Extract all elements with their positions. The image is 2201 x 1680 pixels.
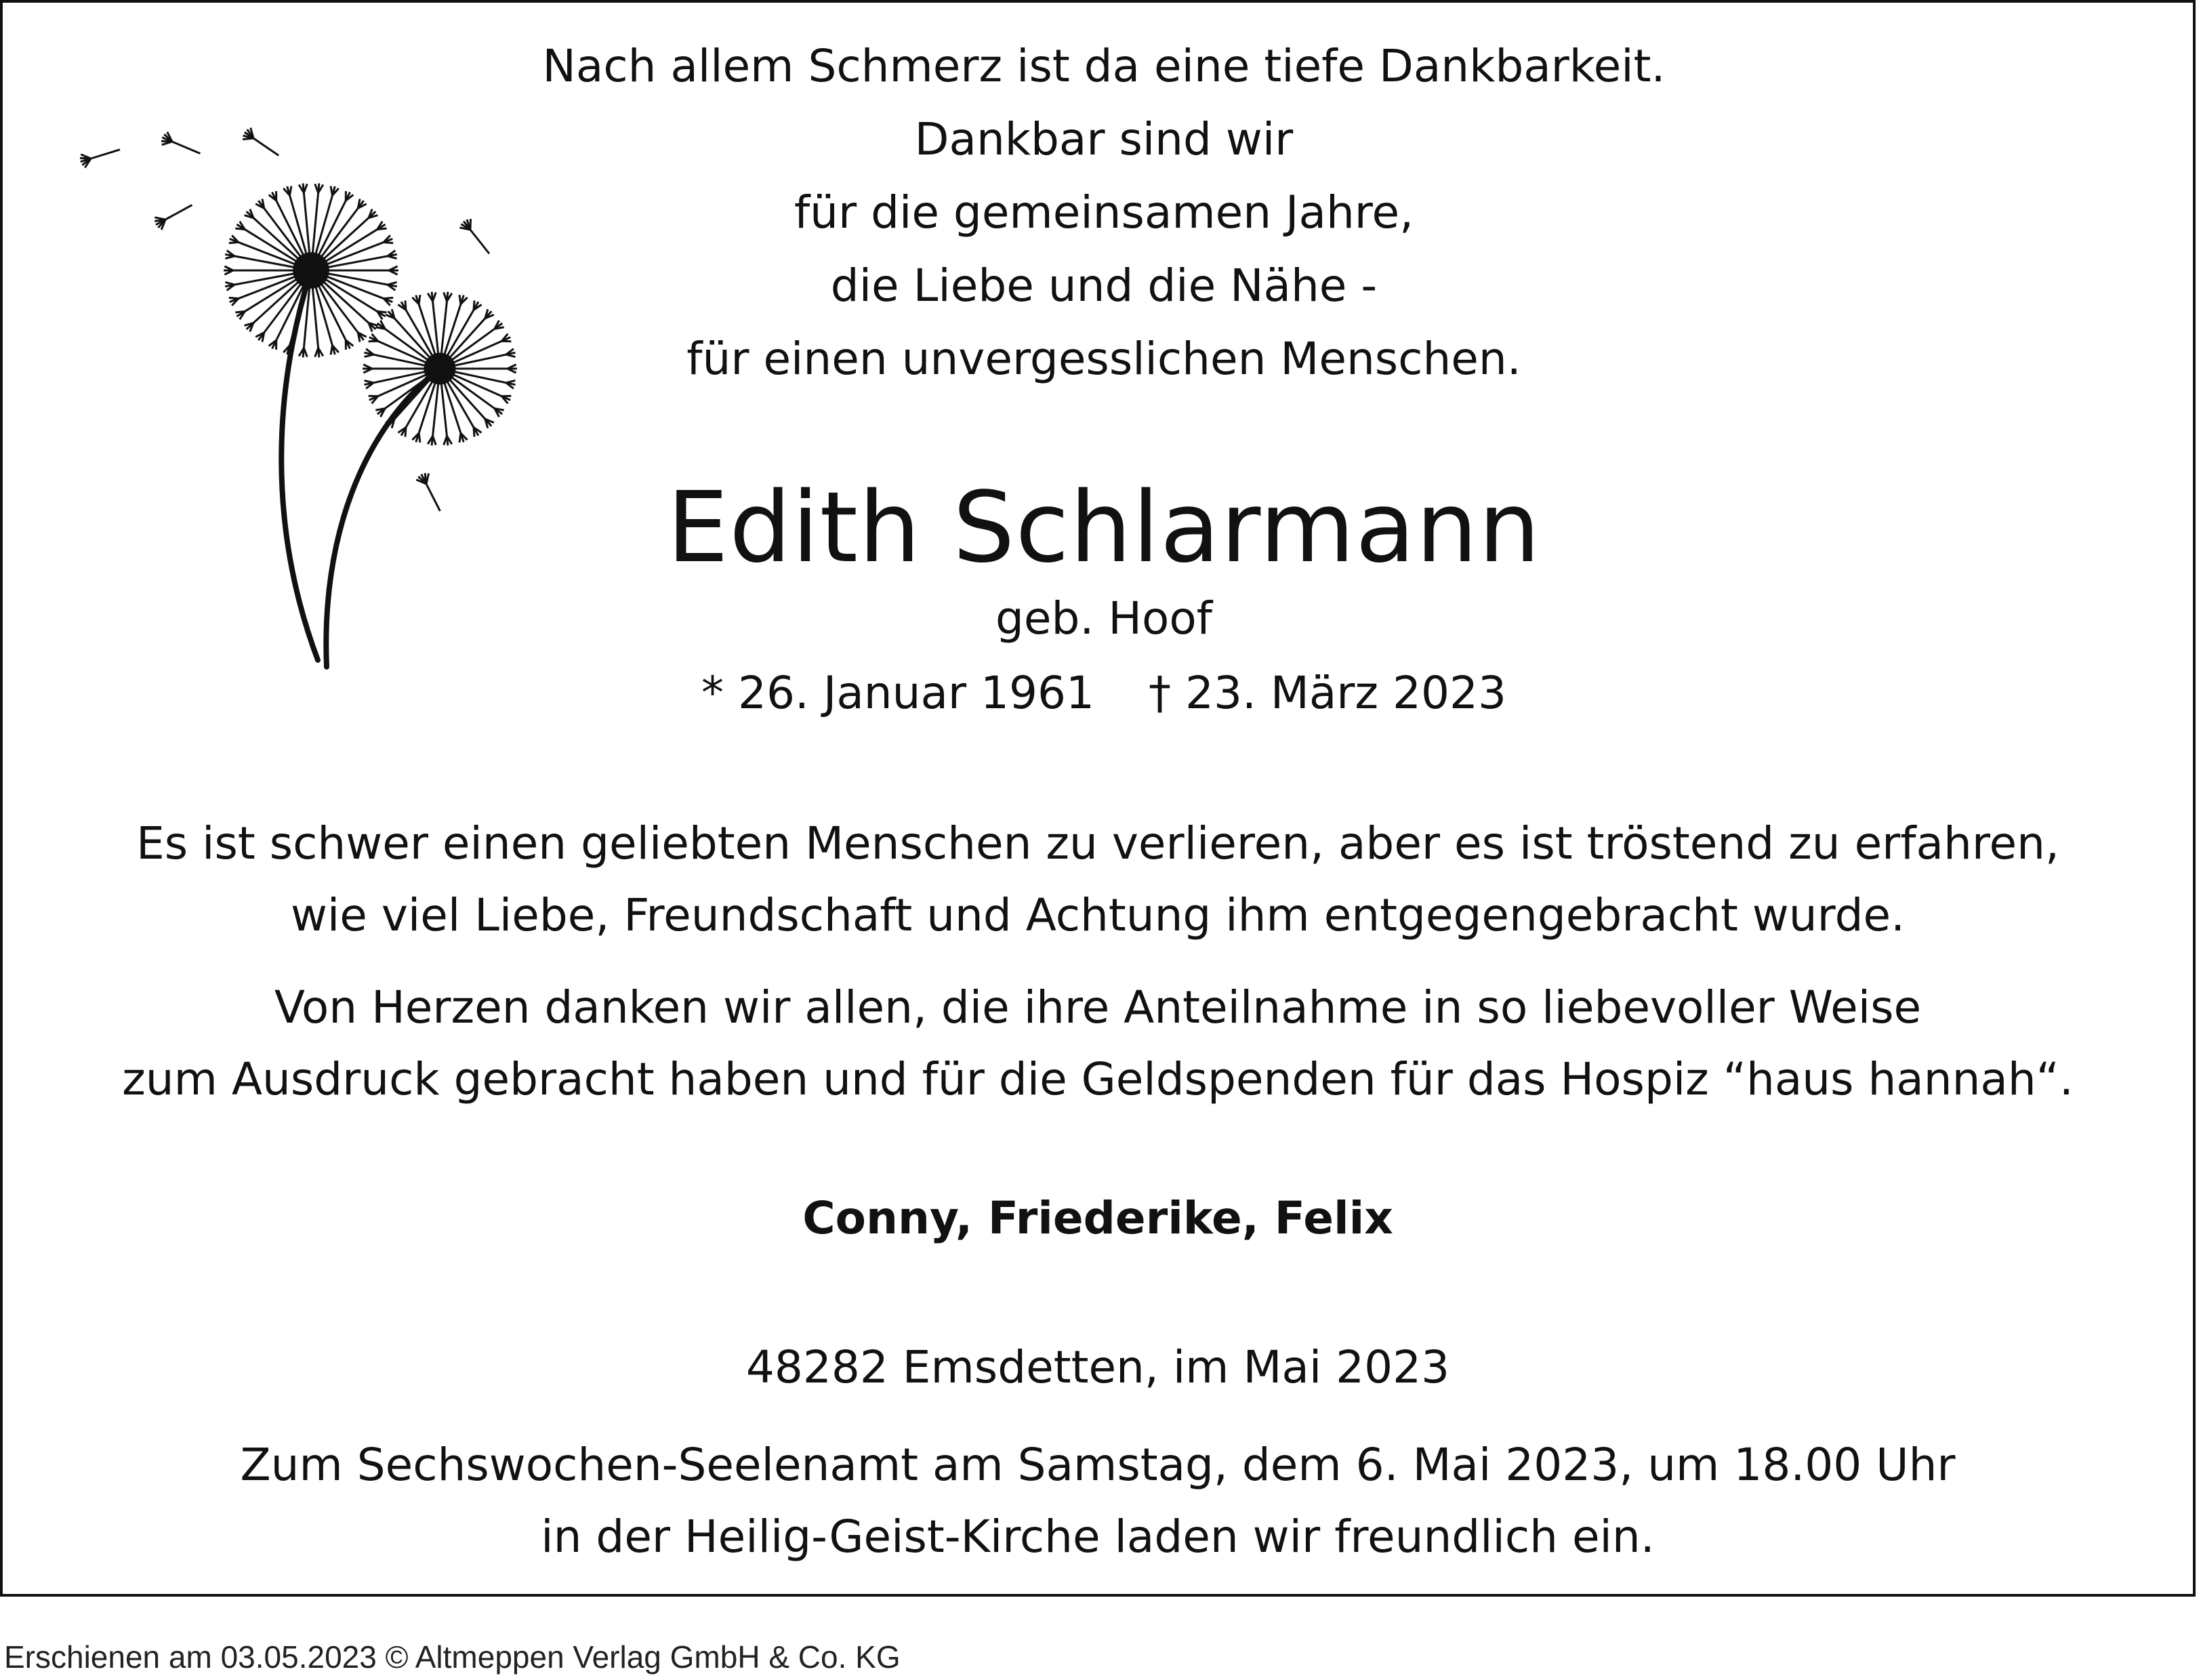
deceased-name: Edith Schlarmann [667, 470, 1541, 584]
place-date: 48282 Emsdetten, im Mai 2023 [745, 1341, 1450, 1393]
life-dates [287, 667, 1920, 719]
poem-line: für die gemeinsamen Jahre, [794, 186, 1414, 239]
poem [287, 30, 1920, 396]
poem-line: Dankbar sind wir [914, 113, 1294, 165]
thanks-line: wie viel Liebe, Freundschaft und Achtung ihm entgegengebracht wurde. [290, 889, 1906, 941]
invitation-line: in der Heilig-Geist-Kirche laden wir freundlich ein. [541, 1511, 1655, 1563]
invitation-line: Zum Sechswochen-Seelenamt am Samstag, dem 6. Mai 2023, um 18.00 Uhr [240, 1439, 1956, 1491]
poem-line: Nach allem Schmerz ist da eine tiefe Dankbarkeit. [542, 40, 1666, 92]
maiden-name: geb. Hoof [995, 592, 1212, 644]
mourners-signature: Conny, Friederike, Felix [802, 1192, 1393, 1244]
thanks-line: Es ist schwer einen geliebten Menschen zu verlieren, aber es ist tröstend zu erfahren, [136, 817, 2059, 869]
death-date: † 23. März 2023 [1148, 667, 1507, 719]
thanks-line: zum Ausdruck gebracht haben und für die Geldspenden für das Hospiz “haus hannah“. [122, 1053, 2074, 1105]
publication-footer: Erschienen am 03.05.2023 © Altmeppen Verlag GmbH & Co. KG [4, 1639, 901, 1675]
poem-line: für einen unvergesslichen Menschen. [686, 333, 1521, 385]
birth-date: * 26. Januar 1961 [701, 667, 1094, 719]
thanks-paragraph-1 [3, 808, 2193, 951]
thanks-paragraph-2 [3, 972, 2193, 1115]
poem-line: die Liebe und die Nähe - [830, 260, 1378, 312]
thanks-line: Von Herzen danken wir allen, die ihre Anteilnahme in so liebevoller Weise [274, 981, 1922, 1033]
invitation [3, 1429, 2193, 1573]
